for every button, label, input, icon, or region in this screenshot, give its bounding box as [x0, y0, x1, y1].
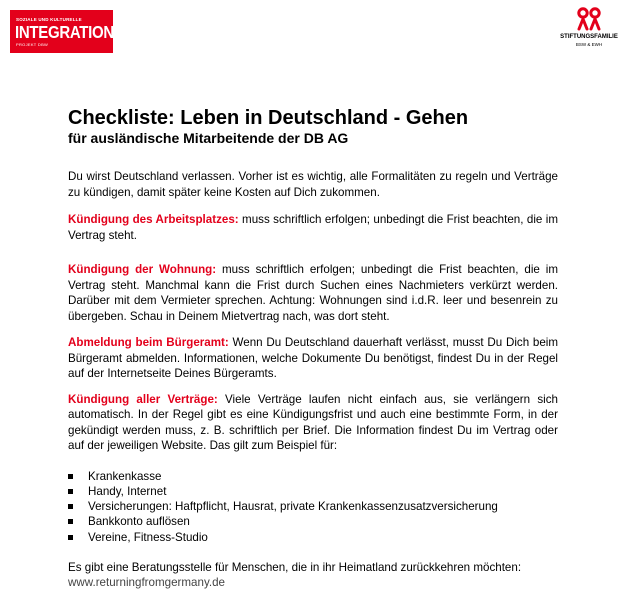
bullet-icon [68, 519, 73, 524]
advice-paragraph: Es gibt eine Beratungsstelle für Menschen, die in ihr Heimatland zurückkehren möchten: [68, 560, 522, 574]
intro-paragraph: Du wirst Deutschland verlassen. Vorher ist es wichtig, alle Formalitäten zu regeln und Verträge zu kündigen, damit später keine Kosten auf Dich zukommen. [68, 170, 558, 199]
section-registration-heading: Abmeldung beim Bürgeramt: [68, 336, 229, 349]
section-contracts [68, 392, 558, 454]
section-home [68, 262, 558, 324]
list-item [68, 469, 558, 484]
list-item-text: Vereine, Fitness-Studio [88, 530, 208, 544]
list-item [68, 484, 558, 499]
section-contracts-heading: Kündigung aller Verträge: [68, 392, 218, 406]
bullet-icon [68, 489, 73, 494]
list-item-text: Krankenkasse [88, 469, 162, 483]
section-job [68, 212, 558, 243]
bullet-icon [68, 535, 73, 540]
list-item-text: Bankkonto auflösen [88, 515, 190, 529]
logo-title: STIFTUNGSFAMILIE [560, 34, 618, 40]
page-subtitle: für ausländische Mitarbeitende der DB AG [68, 130, 349, 146]
list-item [68, 530, 558, 545]
integration-logo [10, 10, 113, 53]
bullet-icon [68, 474, 73, 479]
logo-caption-bottom: PROJEKT DBW [16, 42, 49, 47]
list-item [68, 499, 558, 514]
checklist-document [68, 106, 558, 591]
contracts-list [68, 469, 558, 545]
section-job-text: muss schriftlich erfolgen; unbedingt die Frist beachten, die im Vertrag steht. [68, 213, 558, 242]
section-home-text: muss schriftlich erfolgen; unbedingt die Frist beachten, die im Vertrag steht. Manchmal kann die Frist durch Suchen eines Nachmieters verkürzt werden. Darüber mit dem Vermieter sprechen. Achtung: Wohnungen sind i.d.R. leer und besenrein zu übergeben. Schau in Deinem Mietvertrag nach, was dort steht. [68, 263, 558, 323]
section-registration [68, 335, 558, 382]
section-home-heading: Kündigung der Wohnung: [68, 263, 217, 276]
list-item [68, 514, 558, 529]
stiftungsfamilie-logo [556, 6, 622, 54]
section-job-heading: Kündigung des Arbeitsplatzes: [68, 213, 239, 226]
section-registration-text: Wenn Du Deutschland dauerhaft verlässt, musst Du Dich beim Bürgeramt abmelden. Informationen, welche Dokumente Du benötigst, findest Du in der Regel auf der Internetseite Deines Bürgeramts. [68, 336, 559, 380]
section-contracts-text: Viele Verträge laufen nicht einfach aus, sie verlängern sich automatisch. In der Regel gibt es eine Kündigungsfrist und auch eine bestimmte Form, in der gekündigt werden muss, z. B. schriftlich per Brief. Die Information findest Du im Vertrag oder auf der jeweiligen Website. Das gilt zum Beispiel für: [68, 392, 558, 452]
list-item-text: Versicherungen: Haftpflicht, Hausrat, private Krankenkassenzusatzversicherung [88, 500, 498, 514]
logo-caption-top: SOZIALE UND KULTURELLE [16, 17, 82, 22]
logo-wordmark: INTEGRATION [15, 23, 114, 43]
returning-website-link[interactable]: www.returningfromgermany.de [68, 576, 226, 590]
logo-subtitle: BSW & EWH [575, 42, 603, 47]
list-item-text: Handy, Internet [88, 484, 167, 498]
bullet-icon [68, 504, 73, 509]
stiftungsfamilie-emblem-icon [576, 6, 602, 32]
page-title: Checkliste: Leben in Deutschland - Gehen [68, 107, 469, 129]
